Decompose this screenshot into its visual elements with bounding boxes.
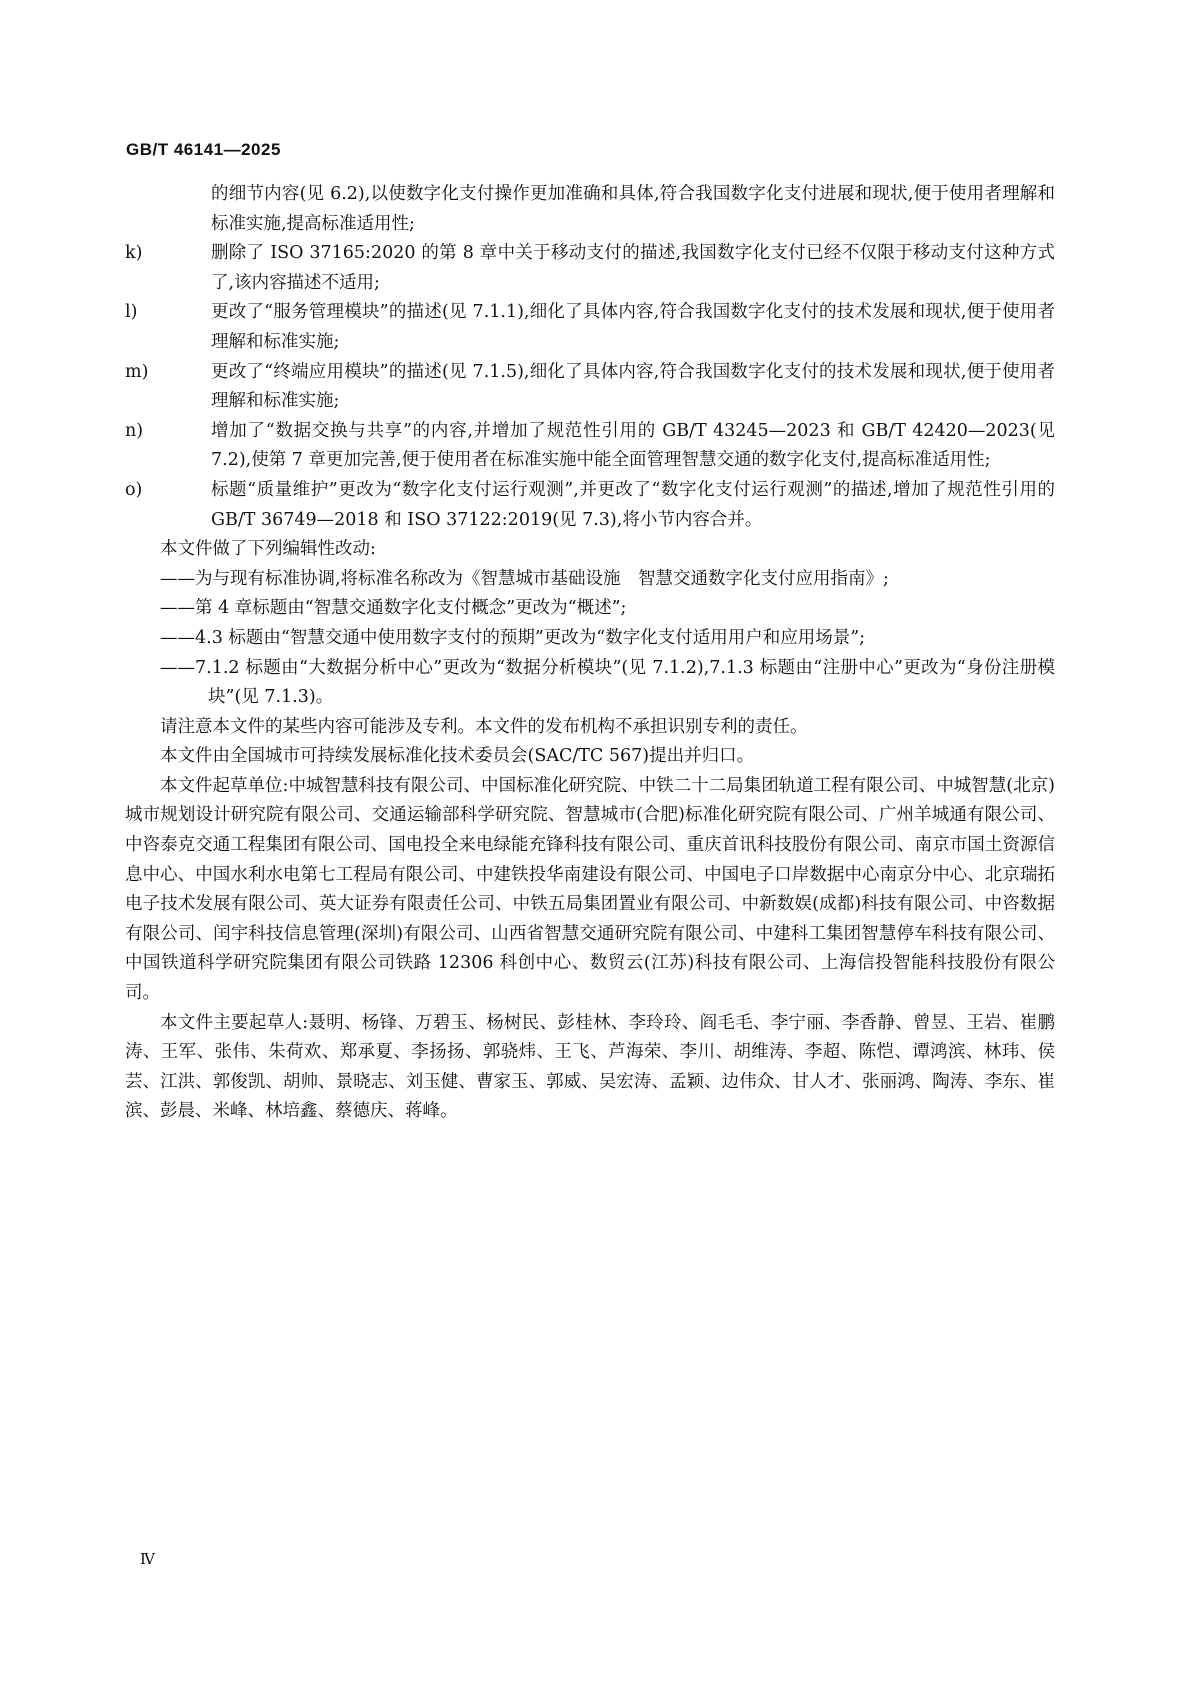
list-item — [125, 476, 1055, 535]
proposer-statement: 本文件由全国城市可持续发展标准化技术委员会(SAC/TC 567)提出并归口。 — [160, 746, 755, 767]
list-item — [125, 358, 1055, 417]
editorial-change: ——为与现有标准协调,将标准名称改为《智慧城市基础设施 智慧交通数字化支付应用指南》; — [160, 568, 889, 589]
list-item-label: l) — [125, 302, 138, 323]
list-item — [125, 417, 1055, 476]
item-j-continuation: 的细节内容(见 6.2),以使数字化支付操作更加准确和具体,符合我国数字化支付进展和现状,便于使用者理解和标准实施,提高标准适用性; — [211, 184, 1055, 234]
editorial-change — [125, 654, 1055, 713]
list-item-text: 更改了“终端应用模块”的描述(见 7.1.5),细化了具体内容,符合我国数字化支付的技术发展和现状,便于使用者理解和标准实施; — [211, 361, 1055, 412]
list-item — [125, 239, 1055, 298]
list-item — [125, 298, 1055, 357]
list-item-text: 标题“质量维护”更改为“数字化支付运行观测”,并更改了“数字化支付运行观测”的描述,增加了规范性引用的 GB/T 36749—2018 和 ISO 37122:2019(见 7.3),将小节内容合并。 — [211, 479, 1055, 530]
list-item-text: 更改了“服务管理模块”的描述(见 7.1.1),细化了具体内容,符合我国数字化支付的技术发展和现状,便于使用者理解和标准实施; — [211, 302, 1055, 352]
list-item-text: 删除了 ISO 37165:2020 的第 8 章中关于移动支付的描述,我国数字化支付已经不仅限于移动支付这种方式了,该内容描述不适用; — [211, 243, 1055, 293]
document-id: GB/T 46141—2025 — [126, 140, 281, 159]
page-number: Ⅳ — [140, 1550, 155, 1568]
patent-note: 请注意本文件的某些内容可能涉及专利。本文件的发布机构不承担识别专利的责任。 — [160, 716, 808, 737]
editorial-change: ——4.3 标题由“智慧交通中使用数字支付的预期”更改为“数字化支付适用用户和应用场景”; — [160, 627, 866, 648]
list-item-label: k) — [125, 243, 143, 264]
editorial-change-text: ——7.1.2 标题由“大数据分析中心”更改为“数据分析模块”(见 7.1.2),7.1.3 标题由“注册中心”更改为“身份注册模块”(见 7.1.3)。 — [160, 657, 1055, 708]
editorial-change: ——第 4 章标题由“智慧交通数字化支付概念”更改为“概述”; — [160, 598, 627, 619]
drafting-units: 本文件起草单位:中城智慧科技有限公司、中国标准化研究院、中铁二十二局集团轨道工程有限公司、中城智慧(北京)城市规划设计研究院有限公司、交通运输部科学研究院、智慧城市(合肥)标准化研究院有限公司、广州羊城通有限公司、中咨泰克交通工程集团有限公司、国电投全来电绿能充锋科技有限公司、重庆首讯科技股份有限公司、南京市国土资源信息中心、中国水利水电第七工程局有限公司、中建铁投华南建设有限公司、中国电子口岸数据中心南京分中心、北京瑞拓电子技术发展有限公司、英大证券有限责任公司、中铁五局集团置业有限公司、中新数娱(成都)科技有限公司、中咨数据有限公司、闰宇科技信息管理(深圳)有限公司、山西省智慧交通研究院有限公司、中建科工集团智慧停车科技有限公司、中国铁道科学研究院集团有限公司铁路 12306 科创中心、数贸云(江苏)科技有限公司、上海信投智能科技股份有限公司。 — [125, 775, 1055, 1004]
list-item-text: 增加了“数据交换与共享”的内容,并增加了规范性引用的 GB/T 43245—2023 和 GB/T 42420—2023(见 7.2),使第 7 章更加完善,便于使用者在标准实施中能全面管理智慧交通的数字化支付,提高标准适用性; — [211, 420, 1055, 471]
list-item-label: o) — [125, 479, 143, 500]
editorial-intro: 本文件做了下列编辑性改动: — [160, 539, 376, 560]
list-item-label: n) — [125, 420, 144, 441]
drafters: 本文件主要起草人:聂明、杨锋、万碧玉、杨树民、彭桂林、李玲玲、阎毛毛、李宁丽、李香静、曾昱、王岩、崔鹏涛、王军、张伟、朱荷欢、郑承夏、李扬扬、郭骁炜、王飞、芦海荣、李川、胡维涛、李超、陈恺、谭鸿滨、林玮、侯芸、江洪、郭俊凯、胡帅、景晓志、刘玉健、曹家玉、郭威、吴宏涛、孟颖、边伟众、甘人才、张丽鸿、陶涛、李东、崔滨、彭晨、米峰、林培鑫、蔡德庆、蒋峰。 — [125, 1012, 1055, 1122]
page-body — [125, 180, 1055, 1127]
list-item-label: m) — [125, 361, 149, 382]
